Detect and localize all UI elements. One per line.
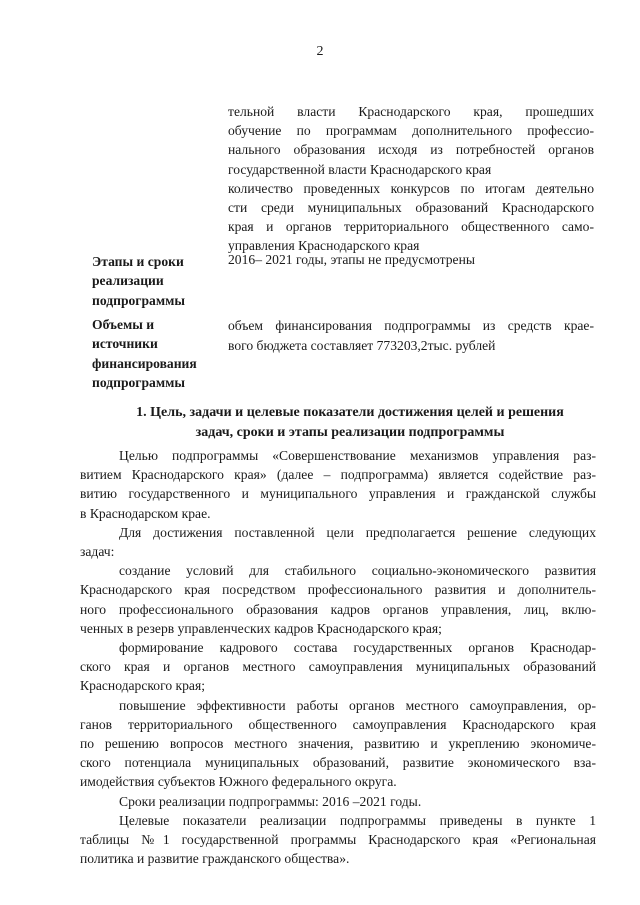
continuation-line: сти среди муниципальных образований Краснодарского [228, 200, 594, 216]
body-line: Целевые показатели реализации подпрограммы приведены в пункте 1 [119, 812, 596, 828]
body-line: создание условий для стабильного социально-экономического развития [119, 563, 596, 579]
funding-value [228, 316, 594, 356]
body-line: ченных в резерв управленческих кадров Краснодарского края; [80, 620, 442, 636]
body-line: ганов территориального общественного самоуправления Краснодарского края [80, 716, 596, 732]
body-line: по решению вопросов местного значения, развитию и укреплению экономиче- [80, 736, 596, 752]
body-line: повышение эффективности работы органов местного самоуправления, ор- [119, 697, 596, 713]
body-line: ного профессионального образования кадров органов управления, лиц, вклю- [80, 601, 596, 617]
body-line: формирование кадрового состава государственных органов Краснодар- [119, 640, 596, 656]
body-line: Целью подпрограммы «Совершенствование механизмов управления раз- [119, 448, 596, 463]
section-body [80, 446, 596, 868]
body-line: политика и развитие гражданского общества». [80, 851, 350, 867]
body-line: Сроки реализации подпрограммы: 2016 –2021 годы. [119, 793, 422, 809]
funding-line: объем финансирования подпрограммы из средств крае- [228, 318, 594, 333]
section-heading-line: 1. Цель, задачи и целевые показатели достижения целей и решения [136, 405, 564, 420]
body-line: витием Краснодарского края» (далее – подпрограмма) является содействие раз- [80, 467, 596, 483]
section-heading [80, 403, 620, 443]
continuation-line: тельной власти Краснодарского края, прошедших [228, 104, 594, 119]
body-line: задач: [80, 544, 115, 560]
page-number: 2 [316, 44, 324, 59]
body-line: ского края и органов местного самоуправления муниципальных образований [80, 659, 596, 675]
continuation-line: обучение по программам дополнительного профессио- [228, 123, 594, 139]
body-line: Краснодарского края посредством профессионального развития и дополнитель- [80, 582, 596, 598]
funding-line: вого бюджета составляет 773203,2тыс. рублей [228, 338, 496, 353]
continuation-line: нального образования исходя из потребностей органов [228, 142, 594, 158]
section-heading-line: задач, сроки и этапы реализации подпрограммы [195, 425, 505, 440]
continuation-line: края и органов территориального общественного само- [228, 219, 594, 235]
continuation-line: управления Краснодарского края [228, 238, 420, 254]
body-line: Для достижения поставленной цели предполагается решение следующих [119, 524, 596, 540]
body-line: в Краснодарском крае. [80, 505, 211, 521]
stages-value: 2016– 2021 годы, этапы не предусмотрены [228, 252, 476, 267]
stages-label: Этапы и сроки реализации подпрограммы [92, 254, 185, 308]
body-line: имодействия субъектов Южного федерального округа. [80, 774, 397, 790]
passport-continuation [228, 102, 594, 256]
body-line: ского потенциала муниципальных образований, развитие экономического вза- [80, 755, 596, 771]
continuation-line: количество проведенных конкурсов по итогам деятельно [228, 180, 594, 196]
body-line: таблицы №1 государственной программы Краснодарского края «Региональная [80, 832, 596, 848]
funding-label: Объемы и источники финансирования подпрограммы [92, 317, 197, 391]
continuation-line: государственной власти Краснодарского края [228, 161, 492, 177]
body-line: Краснодарского края; [80, 678, 205, 694]
body-line: витию государственного и муниципального управления и гражданской службы [80, 486, 596, 502]
